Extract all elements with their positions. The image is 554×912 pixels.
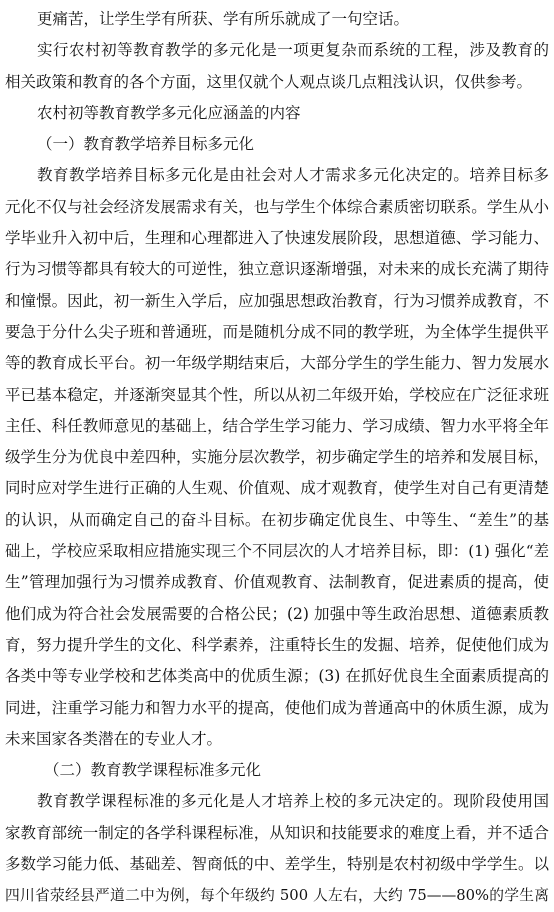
paragraph-line: 元化不仅与社会经济发展需求有关，也与学生个体综合素质密切联系。学生从小: [5, 197, 549, 216]
paragraph-line: 级学生分为优良中差四种，实施分层次教学，初步确定学生的培养和发展目标，: [5, 448, 549, 467]
paragraph-line: 各类中等专业学校和艺体类高中的优质生源；(3) 在抓好优良生全面素质提高的: [5, 667, 549, 686]
paragraph-line: 行为习惯等都具有较大的可逆性，独立意识逐渐增强，对未来的成长充满了期待: [5, 260, 549, 279]
paragraph-line: 未来国家各类潜在的专业人才。: [5, 729, 223, 748]
paragraph-line: 础上，学校应采取相应措施实现三个不同层次的人才培养目标，即：(1) 强化“差: [5, 542, 549, 561]
paragraph-line: 家教育部统一制定的各学科课程标准，从知识和技能要求的难度上看，并不适合: [5, 823, 549, 842]
paragraph-line: 更痛苦，让学生学有所获、学有所乐就成了一句空话。: [37, 10, 410, 28]
paragraph-line: 多数学习能力低、基础差、智商低的中、差学生，特别是农村初级中学学生。以: [5, 855, 549, 874]
paragraph-line: 的认识，从而确定自己的奋斗目标。在初步确定优良生、中等生、“差生”的基: [5, 510, 549, 529]
paragraph-line: 生”管理加强行为习惯养成教育、价值观教育、法制教育，促进素质的提高，使: [5, 573, 549, 592]
subsection-heading: （二）教育教学课程标准多元化: [44, 761, 262, 780]
paragraph-line: 要急于分什么尖子班和普通班，而是随机分成不同的教学班，为全体学生提供平: [5, 322, 549, 341]
paragraph-line: 相关政策和教育的各个方面，这里仅就个人观点谈几点粗浅认识，仅供参考。: [5, 72, 533, 91]
paragraph-line: 教育教学培养目标多元化是由社会对人才需求多元化决定的。培养目标多: [37, 166, 549, 185]
paragraph-line: 实行农村初等教育教学的多元化是一项更复杂而系统的工程，涉及教育的: [37, 41, 549, 60]
section-heading: 农村初等教育教学多元化应涵盖的内容: [37, 103, 301, 122]
paragraph-line: 同时应对学生进行正确的人生观、价值观、成才观教育，使学生对自己有更清楚: [5, 479, 549, 498]
subsection-heading: （一）教育教学培养目标多元化: [37, 135, 255, 154]
paragraph-line: 学毕业升入初中后，生理和心理都进入了快速发展阶段，思想道德、学习能力、: [5, 229, 549, 248]
paragraph-line: 他们成为符合社会发展需要的合格公民；(2) 加强中等生政治思想、道德素质教: [5, 604, 549, 623]
paragraph-line: 育，努力提升学生的文化、科学素养，注重特长生的发掘、培养，促使他们成为: [5, 635, 549, 654]
paragraph-line: 同进，注重学习能力和智力水平的提高，使他们成为普通高中的休质生源，成为: [5, 698, 549, 717]
paragraph-line: 四川省荥经县严道二中为例，每个年级约 500 人左右，大约 75——80%的学生离: [5, 887, 549, 905]
paragraph-line: 主任、科任教师意见的基础上，结合学生学习能力、学习成绩、智力水平将全年: [5, 416, 549, 435]
paragraph-line: 教育教学课程标准的多元化是人才培养上校的多元决定的。现阶段使用国: [37, 792, 549, 811]
paragraph-line: 平已基本稳定，并逐渐突显其个性，所以从初二年级开始，学校应在广泛征求班: [5, 385, 549, 404]
paragraph-line: 和憧憬。因此，初一新生入学后，应加强思想政治教育，行为习惯养成教育，不: [5, 291, 549, 310]
paragraph-line: 等的教育成长平台。初一年级学期结束后，大部分学生的学生能力、智力发展水: [5, 354, 549, 373]
